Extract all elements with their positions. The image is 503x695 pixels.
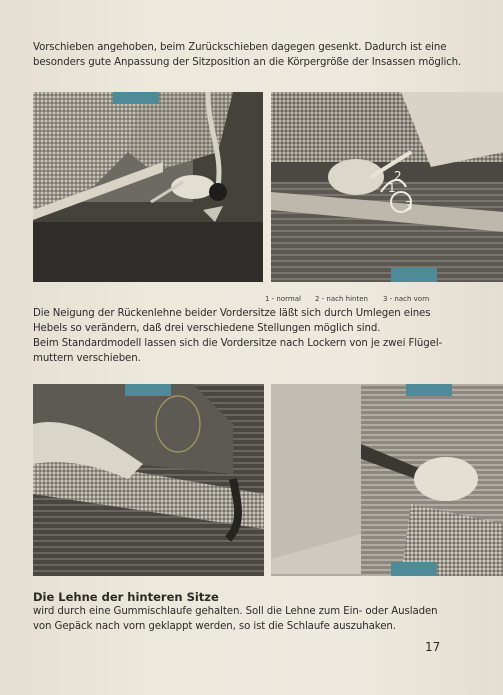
backrest-line-1: Die Neigung der Rückenlehne beider Vordersitze läßt sich durch Umlegen eines (33, 308, 431, 319)
intro-line-2: besonders gute Anpassung der Sitzposition an die Körpergröße der Insassen möglich. (33, 57, 462, 68)
backrest-tilt-lever-photo (271, 92, 503, 282)
photo-label-1: 1 (388, 181, 396, 195)
photo-label-3: 3 (405, 199, 413, 213)
rear-seat-line-2: von Gepäck nach vorn geklappt werden, so ist die Schlaufe auszuhaken. (33, 621, 396, 632)
backrest-line-3: Beim Standardmodell lassen sich die Vordersitze nach Lockern von je zwei Flügel- (33, 338, 443, 349)
rear-seat-strap-photo (271, 384, 503, 576)
backrest-line-4: muttern verschieben. (33, 353, 141, 364)
photo-label-2: 2 (394, 169, 402, 183)
caption-normal: 1 - normal (265, 295, 301, 303)
rear-seat-text (33, 604, 473, 634)
backrest-paragraph (33, 306, 473, 366)
intro-text (33, 40, 473, 70)
rear-seat-line-1: wird durch eine Gummischlaufe gehalten. Soll die Lehne zum Ein- oder Ausladen (33, 606, 438, 617)
caption-nach-vorn: 3 - nach vorn (383, 295, 430, 303)
backrest-line-2: Hebels so verändern, daß drei verschiedene Stellungen möglich sind. (33, 323, 381, 334)
seat-wing-nut-photo (33, 384, 264, 576)
intro-line-1: Vorschieben angehoben, beim Zurückschieben dagegen gesenkt. Dadurch ist eine (33, 42, 447, 53)
rear-seat-heading: Die Lehne der hinteren Sitze (33, 590, 219, 604)
caption-nach-hinten: 2 - nach hinten (315, 295, 368, 303)
seat-adjust-lever-photo (33, 92, 263, 282)
page-number: 17 (425, 640, 441, 654)
